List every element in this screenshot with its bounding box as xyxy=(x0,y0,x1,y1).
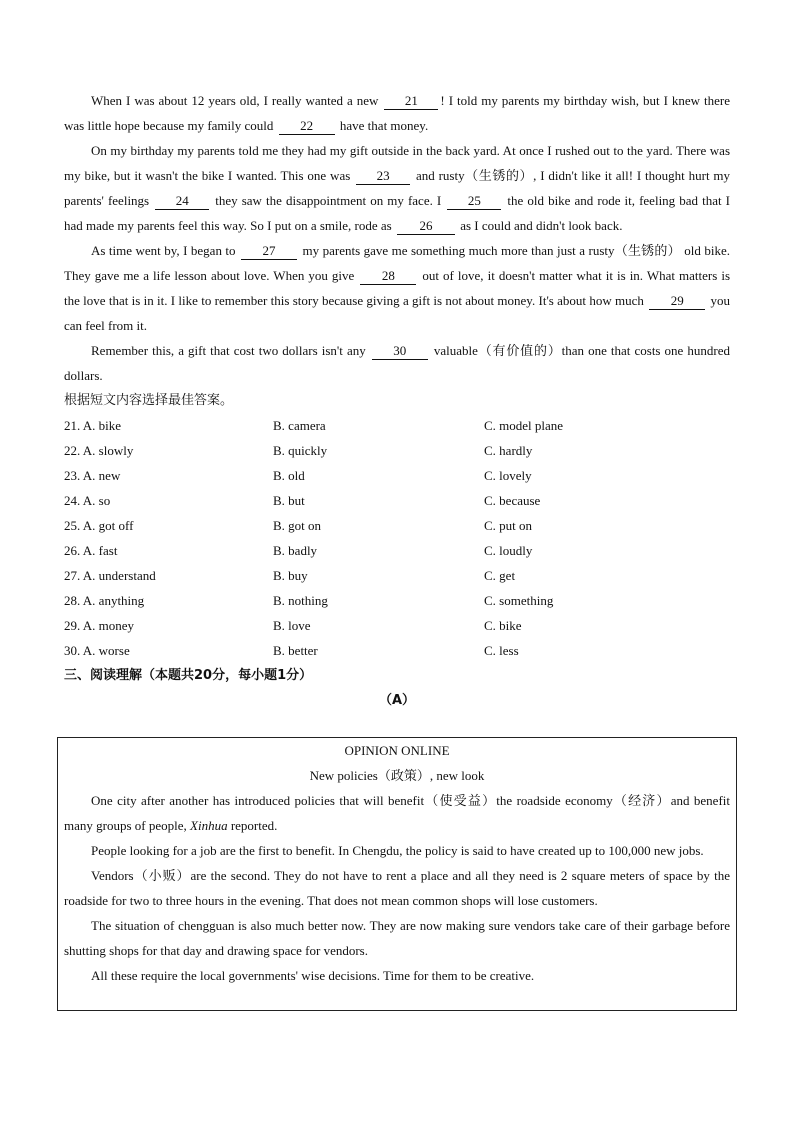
option-a[interactable]: 29. A. money xyxy=(64,618,135,633)
article-heading: OPINION ONLINE xyxy=(344,743,450,758)
option-row xyxy=(64,638,730,663)
passage-paragraph-4 xyxy=(64,338,730,388)
option-row xyxy=(64,538,730,563)
option-a[interactable]: 24. A. so xyxy=(64,493,111,508)
article-subheading: New policies（政策）, new look xyxy=(309,768,485,783)
option-row xyxy=(64,438,730,463)
blank-21: 21 xyxy=(384,93,438,110)
blank-27: 27 xyxy=(241,243,297,260)
article-paragraph-1 xyxy=(64,788,730,838)
text: ! I told my parents my birthday wish, but I knew there was little hope because my family could xyxy=(64,93,731,133)
option-row xyxy=(64,613,730,638)
option-a[interactable]: 23. A. new xyxy=(64,468,121,483)
option-row xyxy=(64,513,730,538)
option-a[interactable]: 25. A. got off xyxy=(64,518,134,533)
option-a[interactable]: 21. A. bike xyxy=(64,418,122,433)
option-row xyxy=(64,413,730,438)
blank-26: 26 xyxy=(397,218,455,235)
option-c[interactable]: C. something xyxy=(484,593,554,608)
article-box xyxy=(57,737,737,1011)
text: When I was about 12 years old, I really wanted a new xyxy=(91,93,379,108)
blank-29: 29 xyxy=(649,293,705,310)
passage-paragraph-2 xyxy=(64,138,730,238)
option-row xyxy=(64,488,730,513)
passage-paragraph-1 xyxy=(64,88,730,138)
option-b[interactable]: B. quickly xyxy=(273,443,328,458)
option-c[interactable]: C. because xyxy=(484,493,541,508)
text: One city after another has introduced policies that will benefit（使受益）the roadside economy（经济）and benefit many groups of people, xyxy=(64,793,730,833)
passage-paragraph-3 xyxy=(64,238,730,338)
options-list xyxy=(64,413,730,663)
text: On my birthday my parents told me they had my gift outside in the back yard. At once I rushed out to the yard. There was my bike, but it wasn't the bike I wanted. This one was xyxy=(64,143,730,183)
option-b[interactable]: B. better xyxy=(273,643,318,658)
option-c[interactable]: C. loudly xyxy=(484,543,533,558)
text: reported. xyxy=(230,818,278,833)
text: valuable（有价值的）than one that costs one hundred dollars. xyxy=(64,343,730,383)
option-b[interactable]: B. nothing xyxy=(273,593,328,608)
text: As time went by, I began to xyxy=(91,243,236,258)
article-paragraph-3: Vendors（小贩）are the second. They do not have to rent a place and all they need is 2 square meters of space by the roadside for two to three hours in the evening. That does not mean common shops will lose customers. xyxy=(64,868,730,908)
option-b[interactable]: B. got on xyxy=(273,518,322,533)
blank-22: 22 xyxy=(279,118,335,135)
section-title: 三、阅读理解（本题共20分，每小题1分） xyxy=(64,668,313,683)
blank-28: 28 xyxy=(360,268,416,285)
blank-30: 30 xyxy=(372,343,428,360)
instruction: 根据短文内容选择最佳答案。 xyxy=(64,393,234,408)
source-name: Xinhua xyxy=(190,818,228,833)
text: and rusty（生锈的）, I didn't like it all! I thought hurt my parents' feelings xyxy=(64,168,731,208)
blank-24: 24 xyxy=(155,193,209,210)
article-paragraph-5: All these require the local governments' wise decisions. Time for them to be creative. xyxy=(91,968,535,983)
text: the old bike and rode it, feeling bad that I had made my parents feel this way. So I put on a smile, rode as xyxy=(64,193,730,233)
option-c[interactable]: C. model plane xyxy=(484,418,564,433)
option-c[interactable]: C. bike xyxy=(484,618,522,633)
blank-25: 25 xyxy=(447,193,501,210)
option-c[interactable]: C. hardly xyxy=(484,443,533,458)
article-paragraph-2: People looking for a job are the first to benefit. In Chengdu, the policy is said to have created up to 100,000 new jobs. xyxy=(91,843,704,858)
blank-23: 23 xyxy=(356,168,410,185)
option-a[interactable]: 28. A. anything xyxy=(64,593,145,608)
option-c[interactable]: C. put on xyxy=(484,518,533,533)
text: as I could and didn't look back. xyxy=(460,218,623,233)
option-b[interactable]: B. buy xyxy=(273,568,308,583)
text: they saw the disappointment on my face. I xyxy=(215,193,442,208)
option-a[interactable]: 26. A. fast xyxy=(64,543,118,558)
option-b[interactable]: B. but xyxy=(273,493,305,508)
option-c[interactable]: C. lovely xyxy=(484,468,532,483)
option-b[interactable]: B. camera xyxy=(273,418,326,433)
option-a[interactable]: 30. A. worse xyxy=(64,643,130,658)
option-a[interactable]: 27. A. understand xyxy=(64,568,156,583)
option-row xyxy=(64,588,730,613)
option-b[interactable]: B. love xyxy=(273,618,311,633)
option-b[interactable]: B. badly xyxy=(273,543,318,558)
text: have that money. xyxy=(339,118,429,133)
text: out of love, it doesn't matter what it is in. What matters is the love that is in it. I like to remember this story because giving a gift is not about money. It's about how much xyxy=(64,268,731,308)
option-b[interactable]: B. old xyxy=(273,468,305,483)
option-row xyxy=(64,563,730,588)
text: Remember this, a gift that cost two dollars isn't any xyxy=(91,343,366,358)
article-paragraph-4: The situation of chengguan is also much better now. They are now making sure vendors take care of their garbage before shutting shops for that day and drawing space for vendors. xyxy=(64,918,730,958)
option-c[interactable]: C. get xyxy=(484,568,516,583)
text: you can feel from it. xyxy=(64,293,731,333)
option-a[interactable]: 22. A. slowly xyxy=(64,443,134,458)
cloze-section xyxy=(64,88,730,713)
option-c[interactable]: C. less xyxy=(484,643,519,658)
part-label: （A） xyxy=(378,693,416,708)
option-row xyxy=(64,463,730,488)
text: my parents gave me something much more than just a rusty（生锈的） old bike. They gave me a life lesson about love. When you give xyxy=(64,243,731,283)
